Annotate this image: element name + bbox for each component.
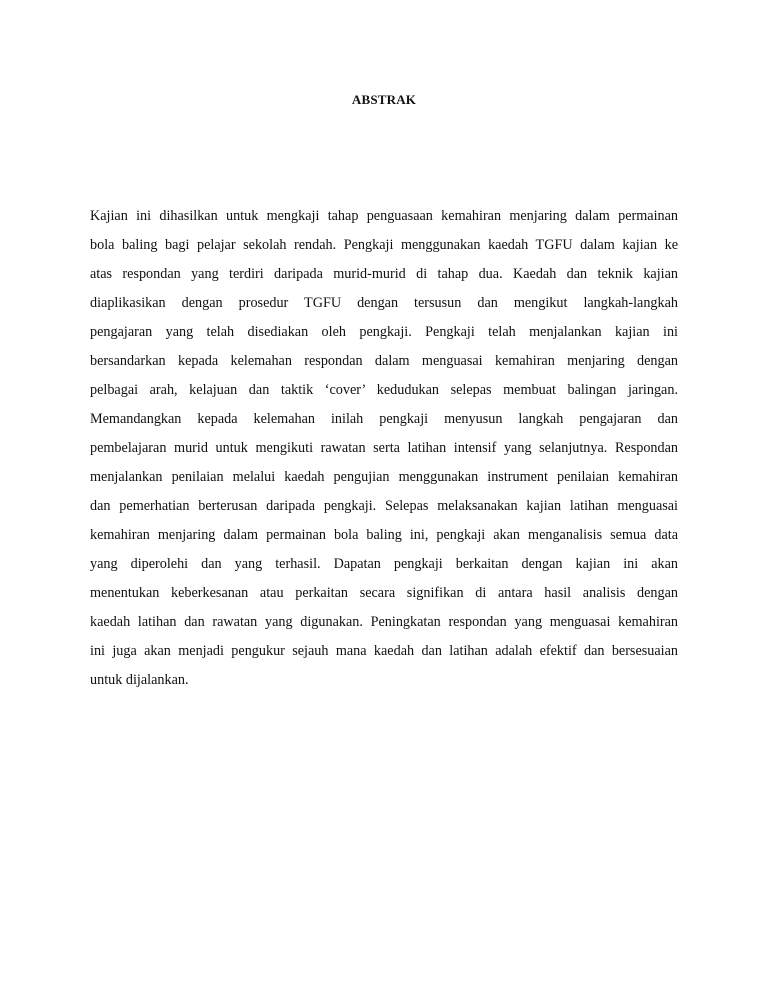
abstract-line: bersandarkan kepada kelemahan respondan dalam menguasai kemahiran menjaring dengan	[90, 353, 678, 369]
abstract-line: ini juga akan menjadi pengukur sejauh mana kaedah dan latihan adalah efektif dan bersesuaian	[90, 643, 678, 659]
abstract-line: bola baling bagi pelajar sekolah rendah. Pengkaji menggunakan kaedah TGFU dalam kajian ke	[90, 237, 678, 253]
abstract-line: kemahiran menjaring dalam permainan bola baling ini, pengkaji akan menganalisis semua data	[90, 527, 678, 543]
abstract-line: atas respondan yang terdiri daripada murid-murid di tahap dua. Kaedah dan teknik kajian	[90, 266, 678, 282]
abstract-body	[90, 202, 678, 695]
abstract-line: Memandangkan kepada kelemahan inilah pengkaji menyusun langkah pengajaran dan	[90, 411, 678, 427]
abstract-line: yang diperolehi dan yang terhasil. Dapatan pengkaji berkaitan dengan kajian ini akan	[90, 556, 678, 572]
abstract-line: untuk dijalankan.	[90, 672, 189, 688]
abstract-line: kaedah latihan dan rawatan yang digunakan. Peningkatan respondan yang menguasai kemahiran	[90, 614, 678, 630]
abstract-line: dan pemerhatian berterusan daripada pengkaji. Selepas melaksanakan kajian latihan menguasai	[90, 498, 678, 514]
abstract-line: pembelajaran murid untuk mengikuti rawatan serta latihan intensif yang selanjutnya. Respondan	[90, 440, 678, 456]
abstract-line: diaplikasikan dengan prosedur TGFU dengan tersusun dan mengikut langkah-langkah	[90, 295, 678, 311]
abstract-line: menjalankan penilaian melalui kaedah pengujian menggunakan instrument penilaian kemahiran	[90, 469, 678, 485]
abstract-line: pengajaran yang telah disediakan oleh pengkaji. Pengkaji telah menjalankan kajian ini	[90, 324, 678, 340]
abstract-line: Kajian ini dihasilkan untuk mengkaji tahap penguasaan kemahiran menjaring dalam permainan	[90, 208, 678, 224]
abstract-line: pelbagai arah, kelajuan dan taktik ‘cover’ kedudukan selepas membuat balingan jaringan.	[90, 382, 678, 398]
abstract-title: ABSTRAK	[351, 92, 417, 107]
abstract-line: menentukan keberkesanan atau perkaitan secara signifikan di antara hasil analisis dengan	[90, 585, 678, 601]
